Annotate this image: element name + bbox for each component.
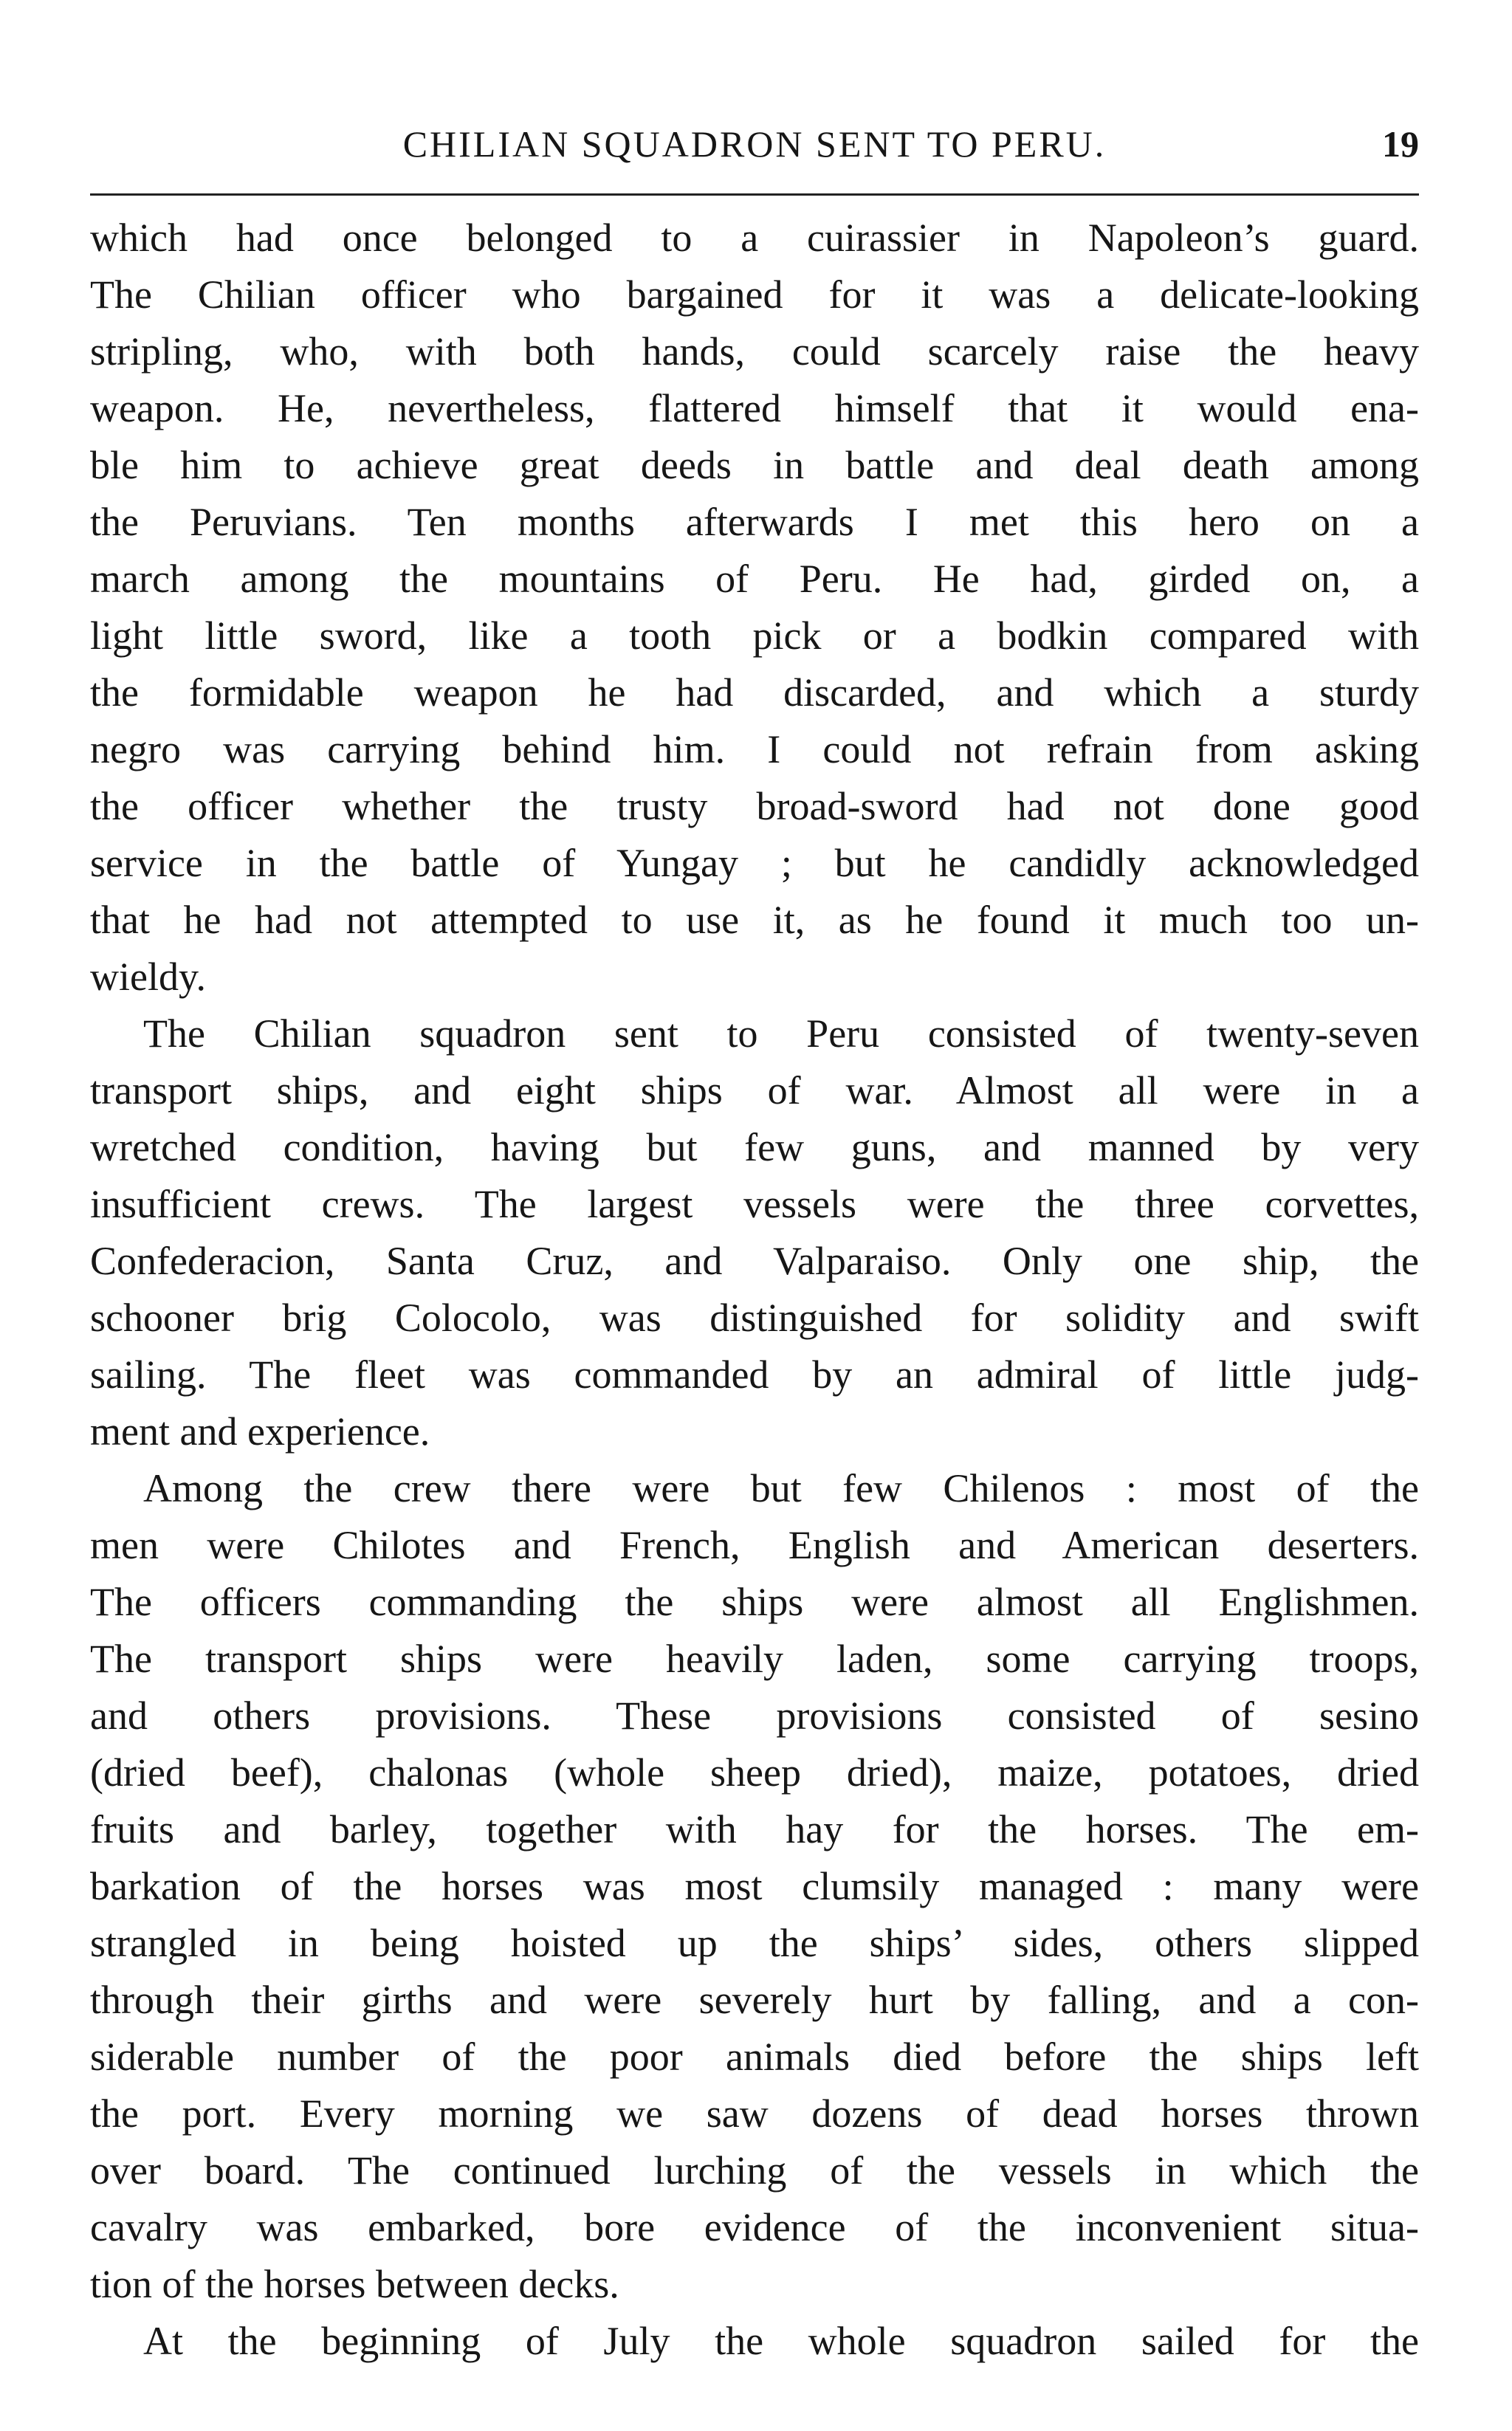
text-line: weapon. He, nevertheless, flattered himself that it would ena- bbox=[90, 386, 1419, 430]
text-line: negro was carrying behind him. I could not refrain from asking bbox=[90, 727, 1419, 771]
text-line: (dried beef), chalonas (whole sheep dried), maize, potatoes, dried bbox=[90, 1750, 1419, 1795]
text-line: strangled in being hoisted up the ships’ sides, others slipped bbox=[90, 1921, 1419, 1965]
text-line: the formidable weapon he had discarded, and which a sturdy bbox=[90, 670, 1419, 715]
text-line: barkation of the horses was most clumsily managed : many were bbox=[90, 1864, 1419, 1908]
body-text bbox=[90, 210, 1419, 2370]
running-head bbox=[90, 118, 1419, 170]
text-line: ble him to achieve great deeds in battle and deal death among bbox=[90, 443, 1419, 487]
text-line: that he had not attempted to use it, as he found it much too un- bbox=[90, 898, 1419, 942]
text-line: siderable number of the poor animals died before the ships left bbox=[90, 2035, 1419, 2079]
text-line: transport ships, and eight ships of war. Almost all were in a bbox=[90, 1068, 1419, 1113]
header-rule bbox=[90, 193, 1419, 196]
text-line: The officers commanding the ships were almost all Englishmen. bbox=[90, 1580, 1419, 1624]
paragraph-first-line: At the beginning of July the whole squadron sailed for the bbox=[143, 2319, 1419, 2363]
text-line: the port. Every morning we saw dozens of dead horses thrown bbox=[90, 2091, 1419, 2136]
paragraph-first-line: Among the crew there were but few Chilenos : most of the bbox=[143, 1466, 1419, 1510]
paragraph-first-line: The Chilian squadron sent to Peru consisted of twenty-seven bbox=[143, 1011, 1419, 1056]
text-line: over board. The continued lurching of the vessels in which the bbox=[90, 2148, 1419, 2193]
running-title: CHILIAN SQUADRON SENT TO PERU. bbox=[402, 123, 1107, 165]
text-line: fruits and barley, together with hay for the horses. The em- bbox=[90, 1807, 1419, 1851]
text-line: The transport ships were heavily laden, some carrying troops, bbox=[90, 1637, 1419, 1681]
text-line: march among the mountains of Peru. He had, girded on, a bbox=[90, 557, 1419, 601]
text-line: the Peruvians. Ten months afterwards I met this hero on a bbox=[90, 500, 1419, 544]
text-line: the officer whether the trusty broad-sword had not done good bbox=[90, 784, 1419, 828]
text-line: insufficient crews. The largest vessels were the three corvettes, bbox=[90, 1182, 1419, 1226]
text-line: service in the battle of Yungay ; but he candidly acknowledged bbox=[90, 841, 1419, 885]
text-line: and others provisions. These provisions consisted of sesino bbox=[90, 1694, 1419, 1738]
paragraph-end-line: tion of the horses between decks. bbox=[90, 2262, 619, 2306]
paragraph-end-line: wieldy. bbox=[90, 955, 206, 999]
page-number: 19 bbox=[1382, 123, 1419, 165]
text-line: through their girths and were severely hurt by falling, and a con- bbox=[90, 1978, 1419, 2022]
text-line: schooner brig Colocolo, was distinguished for solidity and swift bbox=[90, 1296, 1419, 1340]
text-line: wretched condition, having but few guns, and manned by very bbox=[90, 1125, 1419, 1169]
text-line: cavalry was embarked, bore evidence of the inconvenient situa- bbox=[90, 2205, 1419, 2249]
text-line: which had once belonged to a cuirassier in Napoleon’s guard. bbox=[90, 216, 1419, 260]
paragraph-end-line: ment and experience. bbox=[90, 1409, 430, 1454]
text-line: sailing. The fleet was commanded by an admiral of little judg- bbox=[90, 1352, 1419, 1397]
text-line: stripling, who, with both hands, could scarcely raise the heavy bbox=[90, 329, 1419, 374]
text-line: The Chilian officer who bargained for it was a delicate-looking bbox=[90, 272, 1419, 317]
text-line: Confederacion, Santa Cruz, and Valparaiso. Only one ship, the bbox=[90, 1239, 1419, 1283]
text-line: men were Chilotes and French, English and American deserters. bbox=[90, 1523, 1419, 1567]
text-line: light little sword, like a tooth pick or a bodkin compared with bbox=[90, 613, 1419, 658]
